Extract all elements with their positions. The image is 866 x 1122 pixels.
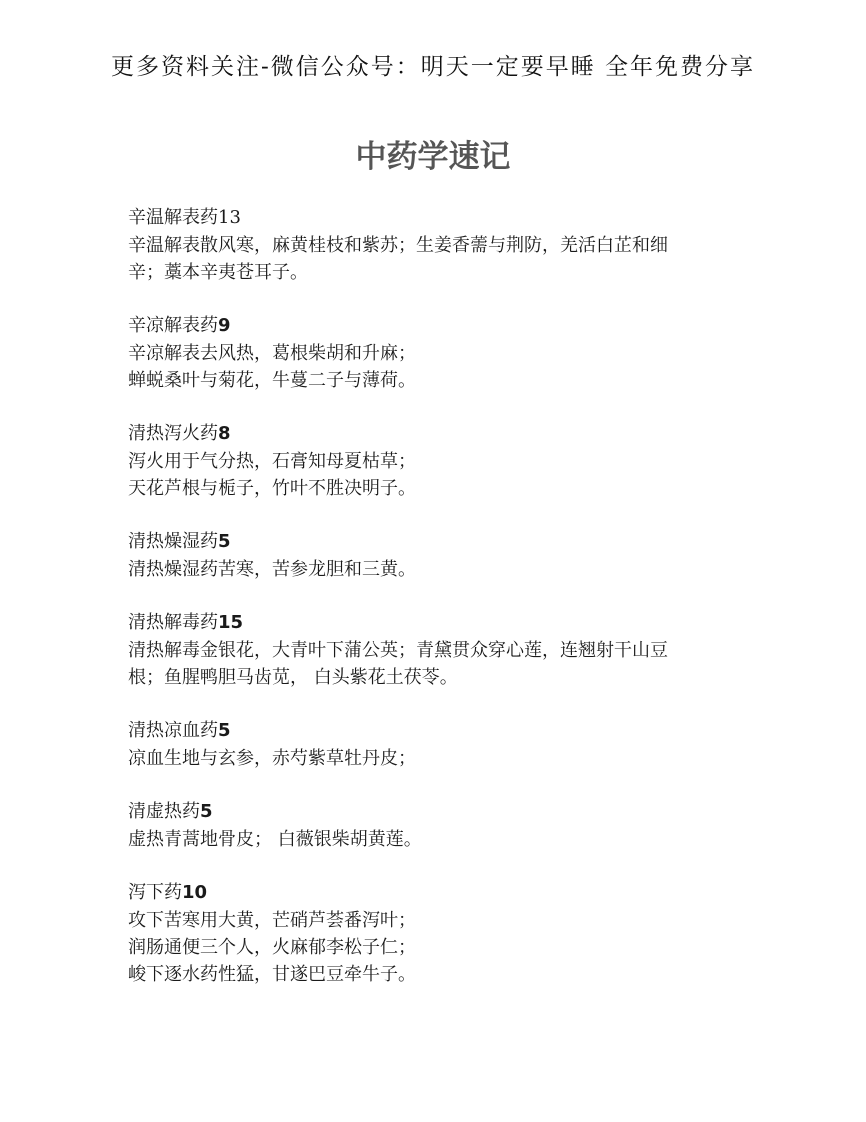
section-heading: [128, 420, 738, 448]
section-count: 5: [218, 531, 231, 552]
section-heading: [128, 609, 738, 637]
verse-line: 天花芦根与栀子，竹叶不胜决明子。: [128, 478, 416, 499]
section-count: 10: [182, 882, 208, 903]
section-heading-text: 辛温解表药: [128, 207, 218, 228]
section-heading: [128, 528, 738, 556]
section-heading-text: 清热凉血药: [128, 720, 218, 741]
section-count: 5: [218, 720, 231, 741]
section-heading-text: 泻下药: [128, 882, 182, 903]
verse-line: 辛；藁本辛夷苍耳子。: [128, 262, 308, 283]
section-qingre-jiedu: [128, 609, 738, 691]
verse-line: 峻下逐水药性猛，甘遂巴豆牵牛子。: [128, 964, 416, 985]
verse-line: 凉血生地与玄参，赤芍紫草牡丹皮；: [128, 748, 416, 769]
verse-line: 辛凉解表去风热，葛根柴胡和升麻；: [128, 343, 416, 364]
section-qing-xure: [128, 798, 738, 853]
section-qingre-xiehuo: [128, 420, 738, 502]
section-heading: [128, 204, 738, 232]
verse-line: 虚热青蒿地骨皮； 白薇银柴胡黄莲。: [128, 829, 422, 850]
verse-line: 泻火用于气分热，石膏知母夏枯草；: [128, 451, 416, 472]
section-count: 9: [218, 315, 231, 336]
section-heading-text: 清热解毒药: [128, 612, 218, 633]
section-heading-text: 清虚热药: [128, 801, 200, 822]
verse-line: 润肠通便三个人，火麻郁李松子仁；: [128, 937, 416, 958]
section-xiexia: [128, 879, 738, 988]
section-heading: [128, 312, 738, 340]
section-xinwen-jiebiao: [128, 204, 738, 286]
section-count: 5: [200, 801, 213, 822]
section-count: 13: [218, 207, 241, 228]
section-heading: [128, 879, 738, 907]
header-banner: 更多资料关注-微信公众号：明天一定要早睡 全年免费分享: [110, 54, 756, 80]
verse-line: 清热解毒金银花，大青叶下蒲公英；青黛贯众穿心莲，连翘射干山豆: [128, 640, 668, 661]
section-qingre-liangxue: [128, 717, 738, 772]
content: [128, 204, 738, 1014]
section-heading: [128, 798, 738, 826]
section-xinliang-jiebiao: [128, 312, 738, 394]
section-count: 15: [218, 612, 244, 633]
section-count: 8: [218, 423, 231, 444]
section-heading: [128, 717, 738, 745]
verse-line: 蝉蜕桑叶与菊花，牛蔓二子与薄荷。: [128, 370, 416, 391]
section-heading-text: 清热泻火药: [128, 423, 218, 444]
section-qingre-zaoshi: [128, 528, 738, 583]
verse-line: 清热燥湿药苦寒，苦参龙胆和三黄。: [128, 559, 416, 580]
verse-line: 根；鱼腥鸭胆马齿苋， 白头紫花土茯苓。: [128, 667, 458, 688]
verse-line: 攻下苦寒用大黄，芒硝芦荟番泻叶；: [128, 910, 416, 931]
section-heading-text: 清热燥湿药: [128, 531, 218, 552]
section-heading-text: 辛凉解表药: [128, 315, 218, 336]
verse-line: 辛温解表散风寒，麻黄桂枝和紫苏；生姜香薷与荆防，羌活白芷和细: [128, 235, 668, 256]
page-title: 中药学速记: [355, 139, 511, 175]
